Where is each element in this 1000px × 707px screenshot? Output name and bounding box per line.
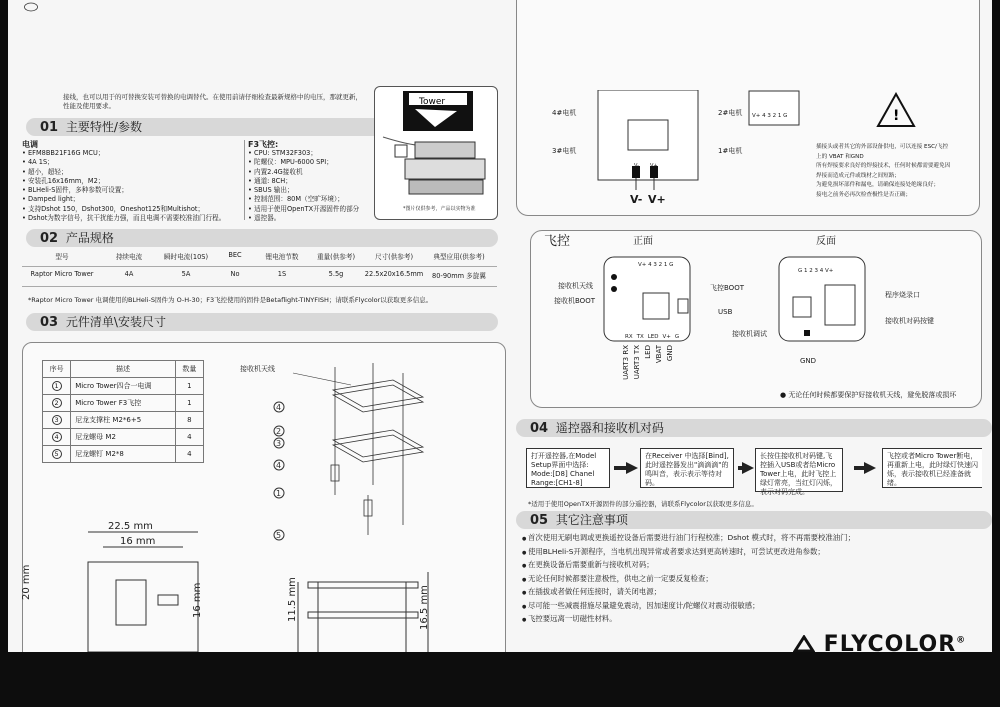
spec-divider: [22, 266, 497, 267]
dim-height: 20 mm: [21, 564, 32, 600]
part-number: 2: [43, 395, 71, 412]
part-desc: 尼龙螺母 M2: [71, 429, 176, 446]
fc-pin-label: TX: [636, 334, 644, 340]
rx-antenna-label: 接收机天线: [558, 282, 593, 290]
part-number: 3: [43, 412, 71, 429]
table-row: [43, 412, 204, 429]
pad-vplus: V+: [650, 163, 658, 169]
connector-diagram: [748, 90, 808, 130]
dimension-drawing-side: [288, 568, 438, 652]
fc-bottom-pins: [625, 334, 683, 340]
notes-list: [522, 532, 855, 627]
scan-border: [0, 652, 1000, 707]
esc-features: [22, 149, 225, 223]
bind-note: *适用于使用OpenTX开源固件的部分遥控器，请联系Flycolor以获取更多信息。: [528, 500, 758, 508]
feature-item: • 遥控器。: [248, 214, 281, 223]
image-caption: *图片仅供参考，产品以实物为准: [403, 206, 476, 212]
section-04-bar: [516, 419, 992, 437]
esc-board: [578, 90, 718, 200]
dim-hole: 16 mm: [120, 536, 156, 547]
spec-header: BEC: [228, 251, 242, 259]
brand-reg: ®: [956, 635, 967, 646]
flycolor-logo: [793, 632, 966, 652]
section-05-number: 05: [530, 513, 549, 528]
spec-note: *Raptor Micro Tower 电调使用的BLHeli-S固件为 O-H-30；F3飞控使用的固件是Betaflight-TINYFISH；请联系Flycolor以获取更多信息。: [28, 296, 433, 304]
spec-header: 持续电流: [115, 253, 143, 261]
rx-boot-label: 接收机BOOT: [554, 297, 595, 305]
uart-label: LED: [644, 345, 652, 359]
spec-header: 典型应用(供参考): [433, 253, 485, 261]
warning-item: 为避免损坏部件和漏电，请确保连接处绝缘良好；: [816, 182, 940, 189]
bullet-icon: ●: [522, 536, 528, 542]
feature-item: • SBUS 输出；: [248, 186, 294, 195]
part-qty: 1: [175, 378, 203, 395]
list-item: ● 在更换设备后需要重新与接收机对码；: [522, 560, 654, 569]
section-05-title: 其它注意事项: [555, 513, 628, 527]
section-02-bar: [26, 229, 498, 247]
arrow-icon: [742, 462, 754, 474]
rx-debug-label: 接收机调试: [732, 330, 767, 338]
table-row: [43, 378, 204, 395]
feature-item: • EFM8BB21F16G MCU；: [22, 149, 105, 157]
feature-item: • CPU: STM32F303；: [248, 149, 317, 157]
part-number: 1: [43, 378, 71, 395]
callout-4a: 4: [276, 403, 282, 412]
intro-text: 接线，也可以用于的可替换安装可替换的电调替代。在使用前请仔细检查最新规格中的电压，那就更新，: [63, 93, 362, 101]
fc-pin-label: G: [674, 334, 680, 340]
feature-item: • BLHeli-S固件，多种参数可设置；: [22, 186, 128, 195]
front-pins: V+ 4 3 2 1 G: [638, 262, 674, 268]
fc-note: ● 无论任何时候都要保护好接收机天线，避免脱落或损坏: [780, 391, 957, 399]
bullet-icon: ●: [522, 603, 528, 610]
spec-header: 重量(供参考): [316, 253, 356, 261]
esc-header: 电调: [22, 140, 38, 149]
uart-label: GND: [666, 345, 674, 362]
gnd-label: GND: [800, 357, 817, 365]
list-item: ● 无论任何时候都要注意极性，供电之前一定要反复检查；: [522, 573, 713, 583]
bind-step-3: 长按住接收机对码键,飞控插入USB或者给Micro Tower上电，此时飞控上绿灯常亮，当红灯闪烁，表示对码完成。: [755, 448, 843, 492]
list-item: ● 尽可能一些减震措施尽量避免震动，因加速度计/陀螺仪对震动很敏感；: [522, 600, 760, 610]
bullet-icon: ●: [522, 617, 528, 623]
spec-cell: Raptor Micro Tower: [30, 270, 94, 278]
spec-header: 瞬时电流(10S): [163, 253, 209, 261]
spec-header: 尺寸(供参考): [374, 253, 414, 261]
bind-step-2: 在Receiver 中选择[Bind], 此时遥控器发出"滴滴滴"的鸣叫音，表示表示等待对码。: [640, 448, 734, 488]
usb-label: USB: [718, 308, 733, 316]
part-desc: 尼龙螺钉 M2*8: [71, 446, 176, 463]
bullet-icon: ●: [522, 576, 528, 583]
arrow-icon: [626, 462, 638, 474]
bullet-icon: ●: [522, 590, 528, 596]
list-item: ● 飞控要远离一切磁性材料。: [522, 614, 617, 623]
motor-4-label: 4#电机: [552, 109, 577, 117]
list-item: ● 首次使用无刷电调或更换遥控设备后需要进行油门行程校准；Dshot 模式时，将不再需要校准油门；: [522, 533, 855, 542]
fc-pin-label: LED: [647, 334, 659, 340]
spec-header: 型号: [55, 253, 69, 261]
section-01-title: 主要特性/参数: [65, 120, 142, 134]
warning-item: 插接头或者其它的外部设备供电，可以连接 ESC/飞控: [816, 144, 949, 150]
exploded-view: [263, 345, 443, 545]
list-item: ● 使用BLHeli-S开源程序，当电机出现异常或者要求达到更高转速时，可尝试更改进角参数；: [522, 546, 825, 556]
bullet-icon: ●: [522, 549, 528, 556]
front-label: 正面: [633, 236, 653, 247]
bind-step-1: 打开遥控器,在Model Setup界面中选择: Mode:[D8] Chanel Range:[CH1-8]: [526, 448, 610, 488]
uart-label: VBAT: [655, 345, 663, 364]
dim-stack2: 16.5 mm: [419, 585, 430, 630]
tower-label: Tower: [419, 97, 446, 107]
pad-vminus: V-: [634, 163, 639, 169]
warning-triangle-icon: [876, 92, 916, 132]
arrow-icon: [864, 462, 876, 474]
uart-label: UART3 TX: [633, 345, 641, 380]
warning-item: 焊接而造成元件或线材之间短路；: [816, 172, 900, 179]
parts-table: [42, 360, 204, 463]
feature-item: • 4A 1S；: [22, 158, 54, 167]
parts-header-desc: 描述: [71, 361, 176, 378]
list-item: ● 在插拔或者做任何连接时，请关闭电源；: [522, 587, 661, 596]
spec-cell: 80-90mm 多旋翼: [432, 272, 486, 280]
spec-cell: 22.5x20x16.5mm: [364, 270, 424, 278]
callout-2: 2: [276, 427, 282, 436]
warning-item: 接电之前务必再次检查极性是否正确；: [816, 191, 912, 198]
callout-1: 1: [276, 489, 282, 498]
table-row: [43, 429, 204, 446]
parts-header-no: 序号: [43, 361, 71, 378]
part-number: 4: [43, 429, 71, 446]
part-desc: Micro Tower F3飞控: [71, 395, 176, 412]
intro-text-2: 性能及使用要求。: [63, 102, 115, 110]
divider: [244, 140, 245, 220]
warning-icon: [24, 2, 36, 12]
spec-cell: 1S: [277, 270, 287, 278]
feature-item: • 安装孔16x16mm，M2；: [22, 176, 105, 185]
section-02-number: 02: [40, 231, 59, 246]
spec-divider: [22, 286, 497, 287]
fc-features: [248, 149, 359, 223]
part-qty: 1: [175, 395, 203, 412]
spec-cell: 5A: [181, 270, 191, 278]
feature-item: • 适用于使用OpenTX开源固件的部分: [248, 204, 360, 213]
section-02-title: 产品规格: [65, 231, 114, 245]
fc-front-board: [598, 255, 698, 345]
motor-2-label: 2#电机: [718, 109, 743, 117]
section-01-number: 01: [40, 120, 59, 135]
fc-pin-label: RX: [625, 334, 633, 340]
callout-5: 5: [276, 531, 282, 540]
feature-item: • 内置2.4G接收机: [248, 167, 303, 176]
section-03-bar: [26, 313, 498, 331]
section-04-title: 遥控器和接收机对码: [555, 421, 664, 435]
warning-item: 所有焊接要求良好的焊接技术，任何时候都需要避免因: [816, 163, 951, 170]
motor-3-label: 3#电机: [552, 147, 577, 155]
uart-label: UART3 RX: [622, 345, 630, 380]
feature-item: • 控制范围：80M（空旷环境）；: [248, 195, 344, 204]
part-number: 5: [43, 446, 71, 463]
back-label: 反面: [816, 236, 836, 247]
callout-4b: 4: [276, 461, 282, 470]
table-row: [43, 446, 204, 463]
dim-stack1: 11.5 mm: [287, 577, 298, 622]
part-qty: 4: [175, 429, 203, 446]
back-pins: G 1 2 3 4 V+: [798, 268, 834, 274]
manual-page: [8, 0, 992, 652]
vplus-label: V+: [648, 193, 666, 206]
feature-item: • 通道: 8CH；: [248, 176, 292, 185]
table-row: [43, 395, 204, 412]
motor-1-label: 1#电机: [718, 147, 743, 155]
callout-3a: 3: [276, 439, 282, 448]
part-desc: 尼龙支撑柱 M2*6+5: [71, 412, 176, 429]
vminus-label: V-: [630, 193, 643, 206]
section-03-number: 03: [40, 315, 59, 330]
fc-boot-label: 飞控BOOT: [710, 284, 744, 292]
spec-table: [22, 251, 497, 287]
section-04-number: 04: [530, 421, 549, 436]
feature-item: • 支持Dshot 150，Dshot300，Oneshot125和Multishot；: [22, 204, 205, 213]
fc-panel-title: 飞控: [544, 234, 571, 249]
part-qty: 4: [175, 446, 203, 463]
bind-step-4: 飞控或者Micro Tower断电，再重新上电，此时绿灯快速闪烁，表示接收机已经准备就绪。: [882, 448, 982, 488]
fc-pin-label: V+: [662, 334, 671, 340]
feature-item: • 超小，超轻；: [22, 167, 68, 176]
product-image-frame: [374, 86, 498, 220]
section-03-title: 元件清单\安装尺寸: [65, 315, 166, 329]
fc-header: F3飞控:: [248, 140, 279, 149]
feature-item: • Dshot为数字信号，抗干扰能力强，而且电调不需要校准油门行程。: [22, 214, 226, 223]
bind-button-label: 接收机对码按键: [885, 317, 934, 325]
svg-text:!: !: [893, 108, 900, 124]
bullet-icon: ●: [522, 563, 528, 569]
spec-cell: No: [230, 270, 240, 278]
parts-header-qty: 数量: [175, 361, 203, 378]
section-05-bar: [516, 511, 992, 529]
part-qty: 8: [175, 412, 203, 429]
connector-pins: V+ 4 3 2 1 G: [752, 113, 788, 119]
spec-cell: 5.5g: [328, 270, 344, 278]
feature-item: • Damped light；: [22, 195, 80, 204]
warning-item: 上的 VBAT 和GND: [816, 153, 864, 160]
esc-warnings: [816, 143, 950, 201]
burn-port-label: 程序烧录口: [885, 291, 920, 299]
brand-name: FLYCOLOR: [823, 632, 957, 652]
spec-cell: 4A: [124, 270, 134, 278]
dim-hole-v: 16 mm: [192, 582, 203, 618]
feature-item: • 陀螺仪：MPU-6000 SPI；: [248, 158, 333, 167]
part-desc: Micro Tower四合一电调: [71, 378, 176, 395]
antenna-callout: 接收机天线: [240, 365, 275, 373]
spec-header: 锂电池节数: [265, 253, 299, 261]
dim-width: 22.5 mm: [108, 521, 153, 532]
